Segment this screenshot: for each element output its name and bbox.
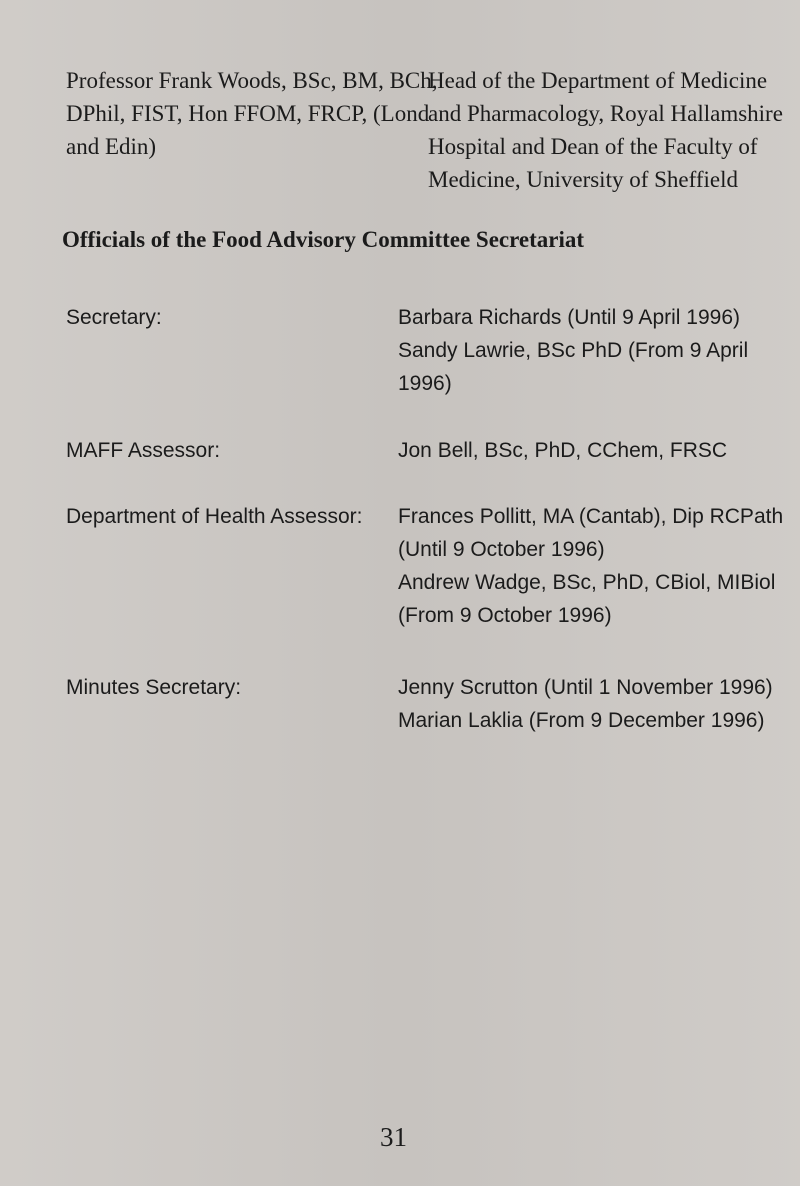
- official-name-line: (Until 9 October 1996): [398, 538, 605, 561]
- official-role-minutes-secretary: [66, 671, 241, 704]
- official-name-line: Sandy Lawrie, BSc PhD (From 9 April: [398, 339, 749, 362]
- page-number: 31: [380, 1122, 407, 1152]
- member-name-line: Professor Frank Woods, BSc, BM, BCh,: [66, 68, 438, 93]
- official-names-maff-assessor: [398, 434, 727, 467]
- official-role-maff-assessor: [66, 434, 220, 467]
- official-name-line: Jon Bell, BSc, PhD, CChem, FRSC: [398, 439, 728, 462]
- official-name-line: Andrew Wadge, BSc, PhD, CBiol, MIBiol: [398, 571, 776, 594]
- section-heading: Officials of the Food Advisory Committee Secretariat: [62, 227, 585, 252]
- member-role-line: Head of the Department of Medicine: [428, 68, 768, 93]
- member-name-line: DPhil, FIST, Hon FFOM, FRCP, (Lond: [66, 101, 430, 126]
- official-name-line: Barbara Richards (Until 9 April 1996): [398, 306, 740, 329]
- member-name-line: and Edin): [66, 134, 157, 159]
- member-role: [428, 64, 783, 196]
- official-names-doh-assessor: [398, 500, 783, 632]
- official-name-line: Marian Laklia (From 9 December 1996): [398, 709, 765, 732]
- official-role-label: MAFF Assessor:: [66, 439, 221, 462]
- official-role-secretary: [66, 301, 162, 334]
- member-role-line: Hospital and Dean of the Faculty of: [428, 134, 758, 159]
- official-name-line: (From 9 October 1996): [398, 604, 612, 627]
- official-name-line: Frances Pollitt, MA (Cantab), Dip RCPath: [398, 505, 784, 528]
- official-role-label: Department of Health Assessor:: [66, 505, 363, 528]
- official-names-minutes-secretary: [398, 671, 773, 737]
- member-name: [66, 64, 438, 163]
- official-name-line: Jenny Scrutton (Until 1 November 1996): [398, 676, 773, 699]
- official-names-secretary: [398, 301, 748, 400]
- official-name-line: 1996): [398, 372, 452, 395]
- official-role-label: Secretary:: [66, 306, 162, 329]
- member-role-line: and Pharmacology, Royal Hallamshire: [428, 101, 783, 126]
- member-role-line: Medicine, University of Sheffield: [428, 167, 739, 192]
- official-role-doh-assessor: [66, 500, 362, 533]
- official-role-label: Minutes Secretary:: [66, 676, 242, 699]
